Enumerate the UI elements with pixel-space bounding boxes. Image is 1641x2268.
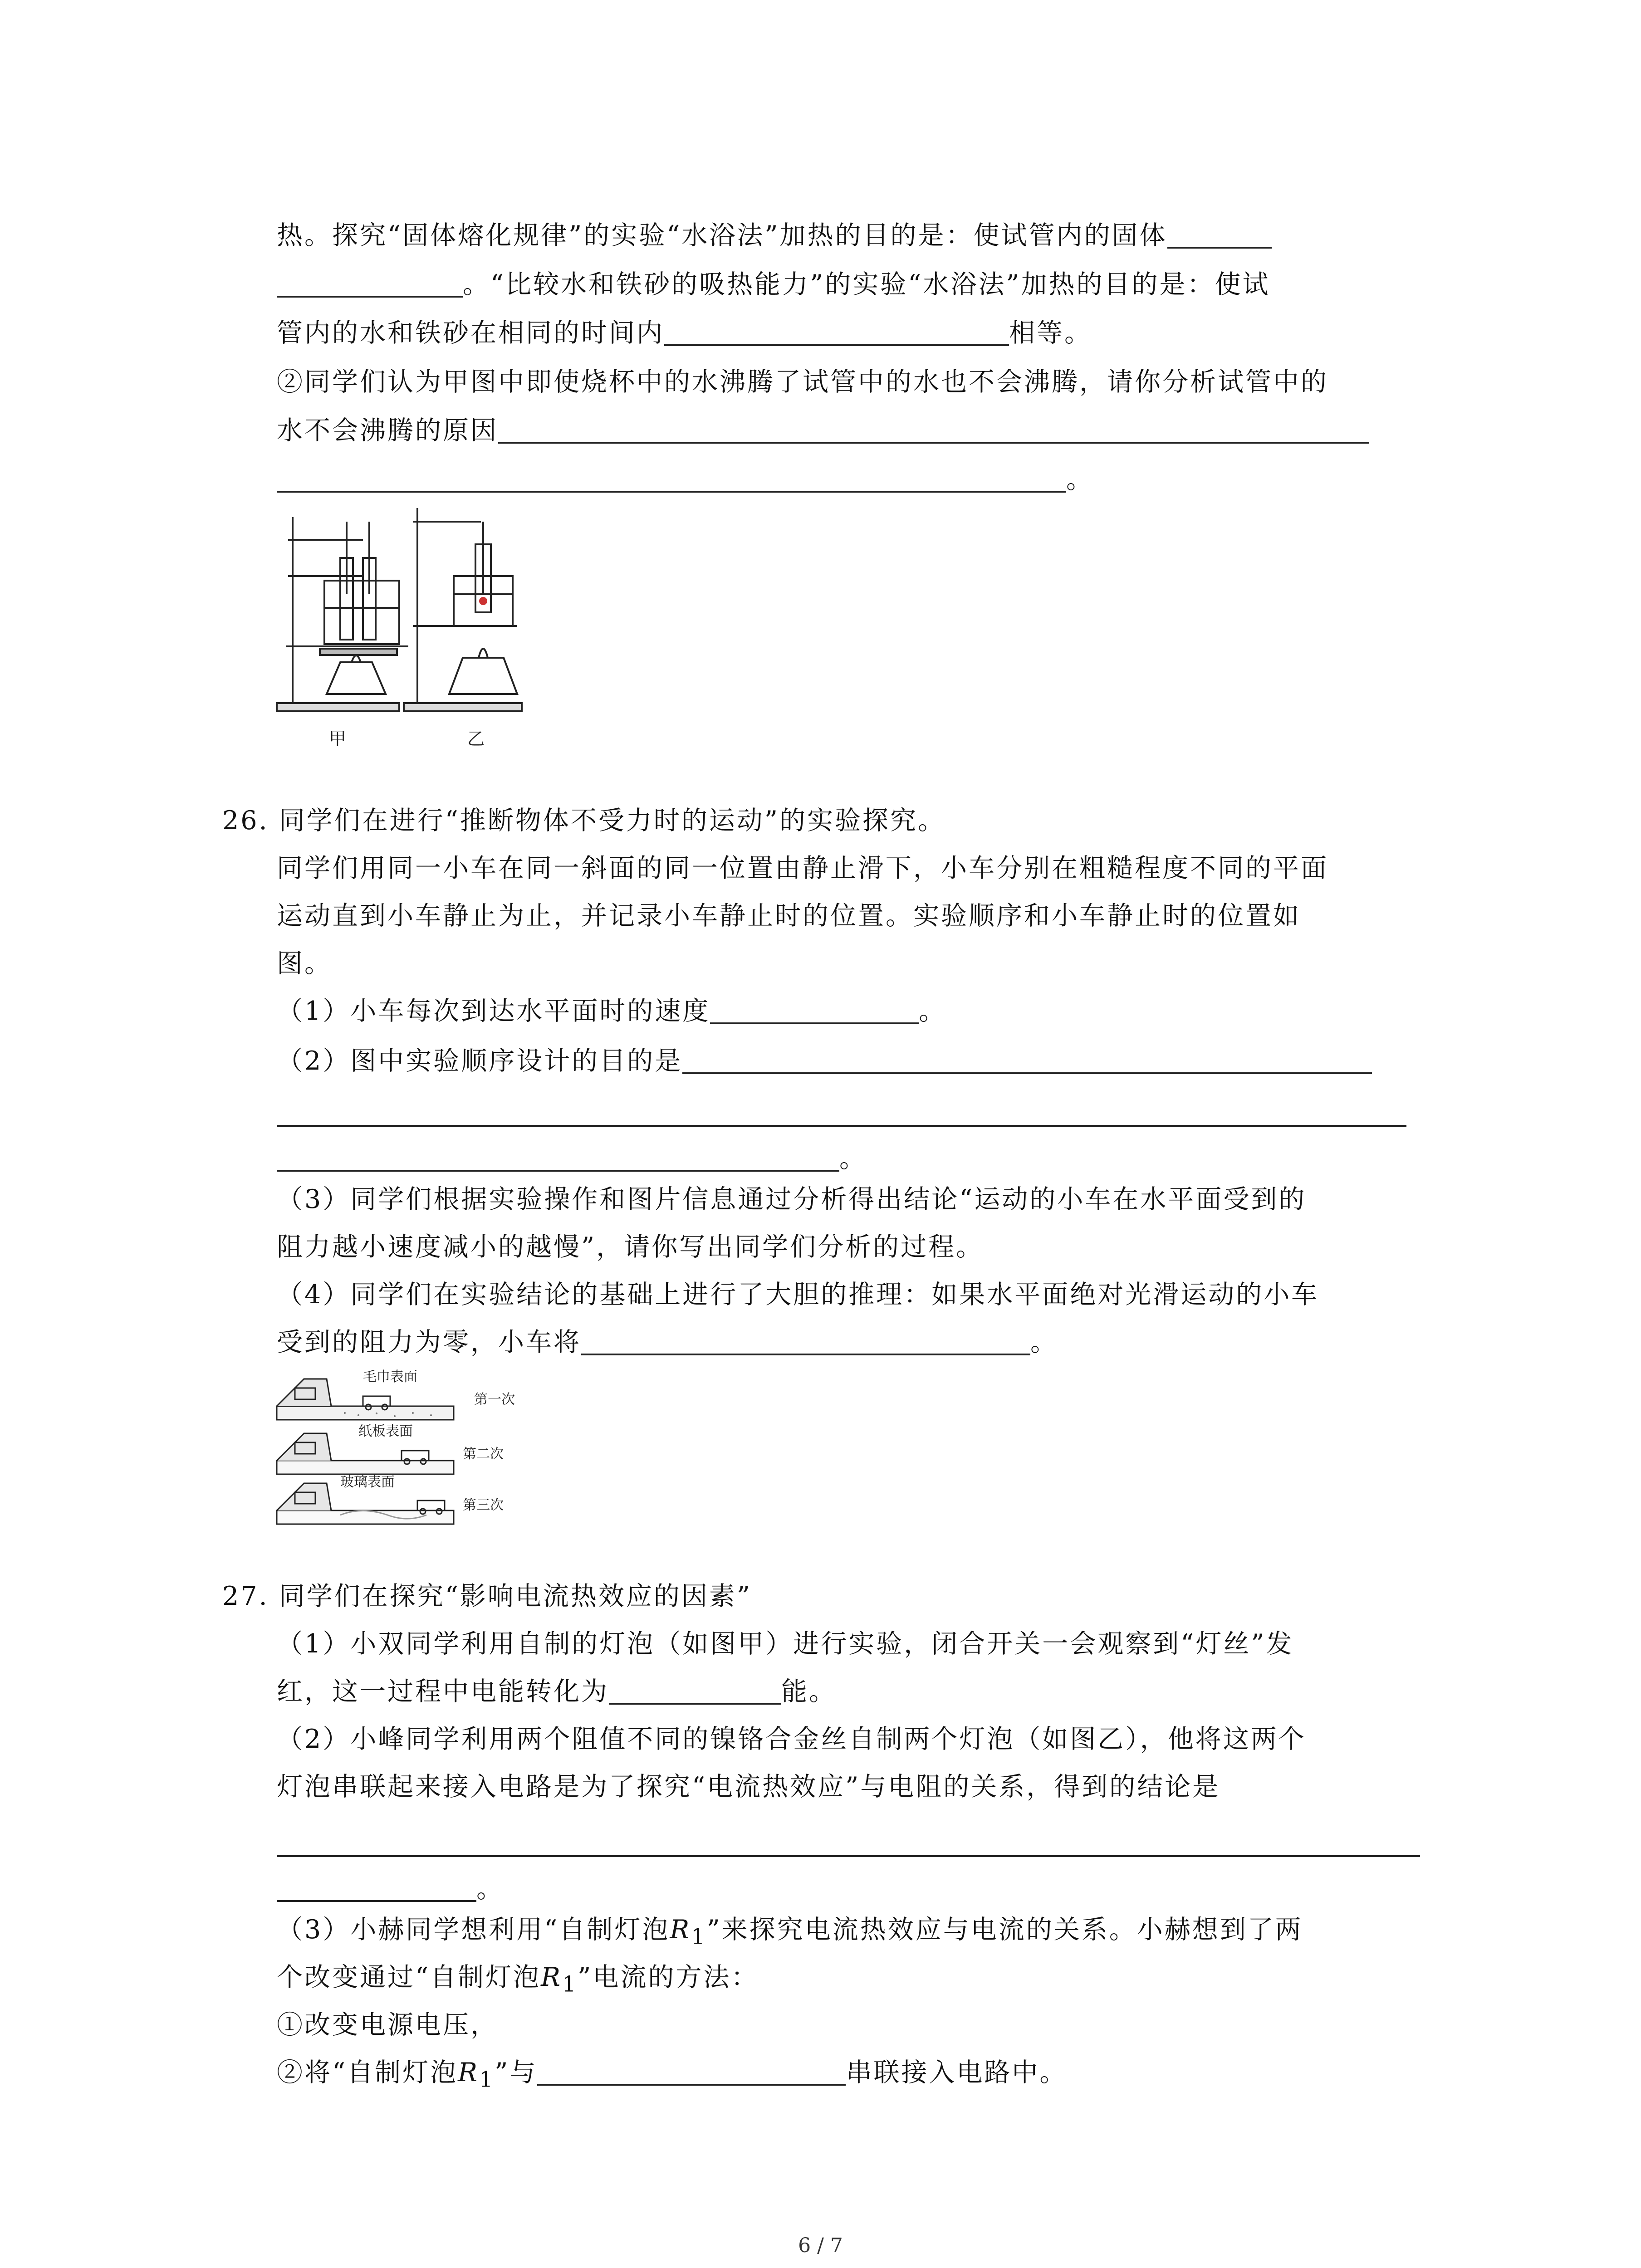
answer-blank[interactable] — [682, 1047, 1372, 1074]
incline-surfaces-figure — [272, 1365, 563, 1529]
q26-part4-line2: 受到的阻力为零，小车将 。 — [277, 1327, 1058, 1357]
figure-label-jia: 甲 — [329, 729, 347, 749]
q26-part3-line2: 阻力越小速度减小的越慢”，请你写出同学们分析的过程。 — [277, 1232, 984, 1262]
surface-label-glass: 玻璃表面 — [340, 1474, 395, 1490]
answer-blank[interactable] — [581, 1329, 1030, 1355]
answer-blank[interactable] — [277, 466, 1066, 493]
q27-part3-line2: 个改变通过“自制灯泡$R_1$”电流的方法： — [277, 1962, 759, 1997]
figure-label-yi: 乙 — [467, 729, 485, 749]
q27-part1-line2: 红，这一过程中电能转化为 能。 — [277, 1677, 837, 1706]
q26-part3-line1: （3）同学们根据实验操作和图片信息通过分析得出结论“运动的小车在水平面受到的 — [277, 1184, 1307, 1214]
trial-label-2: 第二次 — [463, 1446, 504, 1462]
q27-title: 27. 同学们在探究“影响电流热效应的因素” — [222, 1581, 752, 1611]
variable-R: R — [670, 1915, 691, 1945]
q27-part2-line1: （2）小峰同学利用两个阻值不同的镍铬合金丝自制两个灯泡（如图乙），他将这两个 — [277, 1724, 1306, 1754]
q26-part2-cont: 。 — [277, 1143, 867, 1174]
q25-line4: ②同学们认为甲图中即使烧杯中的水沸腾了试管中的水也不会沸腾，请你分析试管中的 — [277, 367, 1328, 397]
q26-intro-1: 同学们用同一小车在同一斜面的同一位置由静止滑下，小车分别在粗糙程度不同的平面 — [277, 853, 1328, 883]
q27-part3-line1: （3）小赫同学想利用“自制灯泡$R_1$”来探究电流热效应与电流的关系。小赫想到了两 — [277, 1915, 1303, 1950]
q26-intro-2: 运动直到小车静止为止，并记录小车静止时的位置。实验顺序和小车静止时的位置如 — [277, 901, 1301, 931]
page-number: 6 / 7 — [798, 2234, 843, 2257]
q27-method-2: ②将“自制灯泡$R_1$”与 串联接入电路中。 — [277, 2058, 1068, 2092]
answer-blank[interactable] — [277, 271, 463, 298]
q26-part4-line1: （4）同学们在实验结论的基础上进行了大胆的推理：如果水平面绝对光滑运动的小车 — [277, 1280, 1319, 1310]
q26-intro-3: 图。 — [277, 948, 332, 978]
q27-part2-line2: 灯泡串联起来接入电路是为了探究“电流热效应”与电阻的关系，得到的结论是 — [277, 1772, 1220, 1802]
answer-blank[interactable] — [609, 1678, 781, 1705]
subscript-1: 1 — [691, 1924, 707, 1950]
answer-blank[interactable] — [537, 2059, 846, 2086]
q27-part2-cont: 。 — [277, 1873, 504, 1904]
answer-line[interactable] — [277, 1125, 1406, 1127]
q27-method-1: ①改变电源电压， — [277, 2010, 498, 2040]
q25-line5: 水不会沸腾的原因 — [277, 415, 1369, 446]
trial-label-3: 第三次 — [463, 1497, 504, 1513]
water-bath-apparatus-figure — [272, 503, 526, 721]
q25-line6: 。 — [277, 464, 1094, 495]
surface-label-cardboard: 纸板表面 — [358, 1423, 413, 1439]
answer-blank[interactable] — [277, 1875, 476, 1902]
q27-part1-line1: （1）小双同学利用自制的灯泡（如图甲）进行实验，闭合开关一会观察到“灯丝”发 — [277, 1629, 1294, 1659]
q26-part1: （1）小车每次到达水平面时的速度 。 — [277, 996, 947, 1026]
answer-blank[interactable] — [664, 319, 1009, 346]
q25-line3: 管内的水和铁砂在相同的时间内 相等。 — [277, 318, 1092, 348]
variable-R: R — [541, 1962, 563, 1992]
answer-blank[interactable] — [498, 417, 1369, 444]
surface-label-towel: 毛巾表面 — [363, 1369, 417, 1385]
answer-blank[interactable] — [1167, 222, 1272, 249]
subscript-1: 1 — [562, 1972, 578, 1997]
q25-line1: 热。探究“固体熔化规律”的实验“水浴法”加热的目的是：使试管内的固体 — [277, 220, 1272, 251]
variable-R: R — [458, 2058, 480, 2087]
q26-part2: （2）图中实验顺序设计的目的是 — [277, 1046, 1372, 1076]
answer-line[interactable] — [277, 1855, 1420, 1857]
trial-label-1: 第一次 — [474, 1392, 515, 1408]
q25-line2: 。“比较水和铁砂的吸热能力”的实验“水浴法”加热的目的是：使试 — [277, 269, 1270, 300]
answer-blank[interactable] — [710, 997, 919, 1024]
subscript-1: 1 — [479, 2067, 495, 2092]
q26-title: 26. 同学们在进行“推断物体不受力时的运动”的实验探究。 — [222, 806, 946, 836]
answer-blank[interactable] — [277, 1145, 839, 1172]
